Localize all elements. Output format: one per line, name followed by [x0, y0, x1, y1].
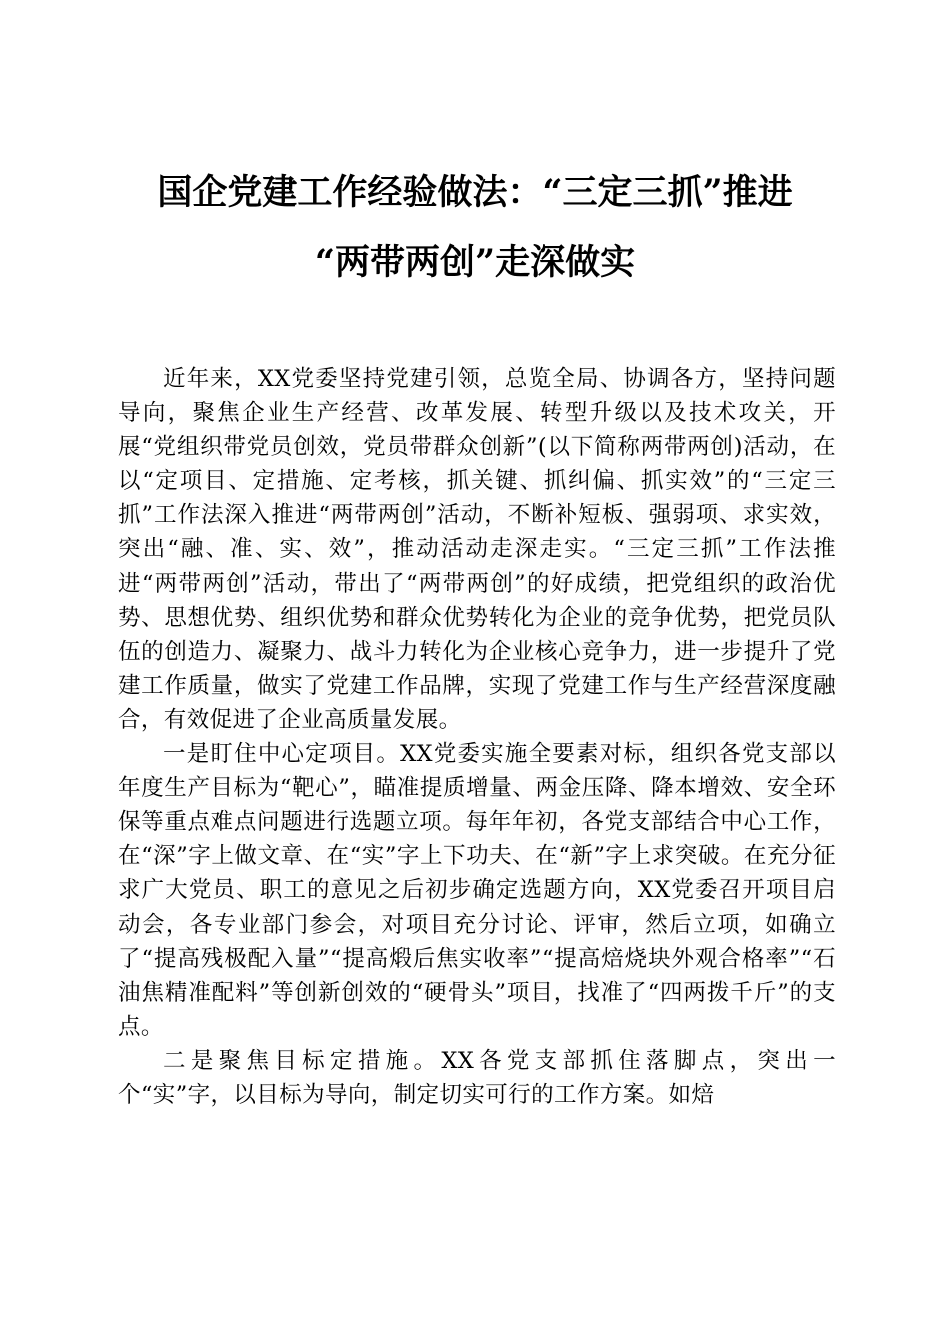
document-title-line-2: “两带两创”走深做实: [314, 242, 636, 283]
paragraph-intro: 近年来，XX党委坚持党建引领，总览全局、协调各方，坚持问题导向，聚焦企业生产经营、改革发展、转型升级以及技术攻关，开展“党组织带党员创效，党员带群众创新”(以下简称两带两创)活动，在以“定项目、定措施、定考核，抓关键、抓纠偏、抓实效”的“三定三抓”工作法深入推进“两带两创”活动，不断补短板、强弱项、求实效，突出“融、准、实、效”，推动活动走深走实。“三定三抓”工作法推进“两带两创”活动，带出了“两带两创”的好成绩，把党组织的政治优势、思想优势、组织优势和群众优势转化为企业的竞争优势，把党员队伍的创造力、凝聚力、战斗力转化为企业核心竞争力，进一步提升了党建工作质量，做实了党建工作品牌，实现了党建工作与生产经营深度融合，有效促进了企业高质量发展。: [118, 366, 836, 733]
document-title-line-1: 国企党建工作经验做法：“三定三抓”推进: [157, 172, 793, 213]
paragraph-point-1: 一是盯住中心定项目。XX党委实施全要素对标，组织各党支部以年度生产目标为“靶心”，瞄准提质增量、两金压降、降本增效、安全环保等重点难点问题进行选题立项。每年年初，各党支部结合中心工作，在“深”字上做文章、在“实”字上下功夫、在“新”字上求突破。在充分征求广大党员、职工的意见之后初步确定选题方向，XX党委召开项目启动会，各专业部门参会，对项目充分讨论、评审，然后立项，如确立了“提高残极配入量”“提高煅后焦实收率”“提高焙烧块外观合格率”“石油焦精准配料”等创新创效的“硬骨头”项目，找准了“四两拨千斤”的支点。: [118, 741, 836, 1040]
paragraph-point-2: 二是聚焦目标定措施。XX各党支部抓住落脚点，突出一个“实”字，以目标为导向，制定切实可行的工作方案。如焙: [118, 1047, 836, 1108]
document-body: [118, 362, 836, 1112]
